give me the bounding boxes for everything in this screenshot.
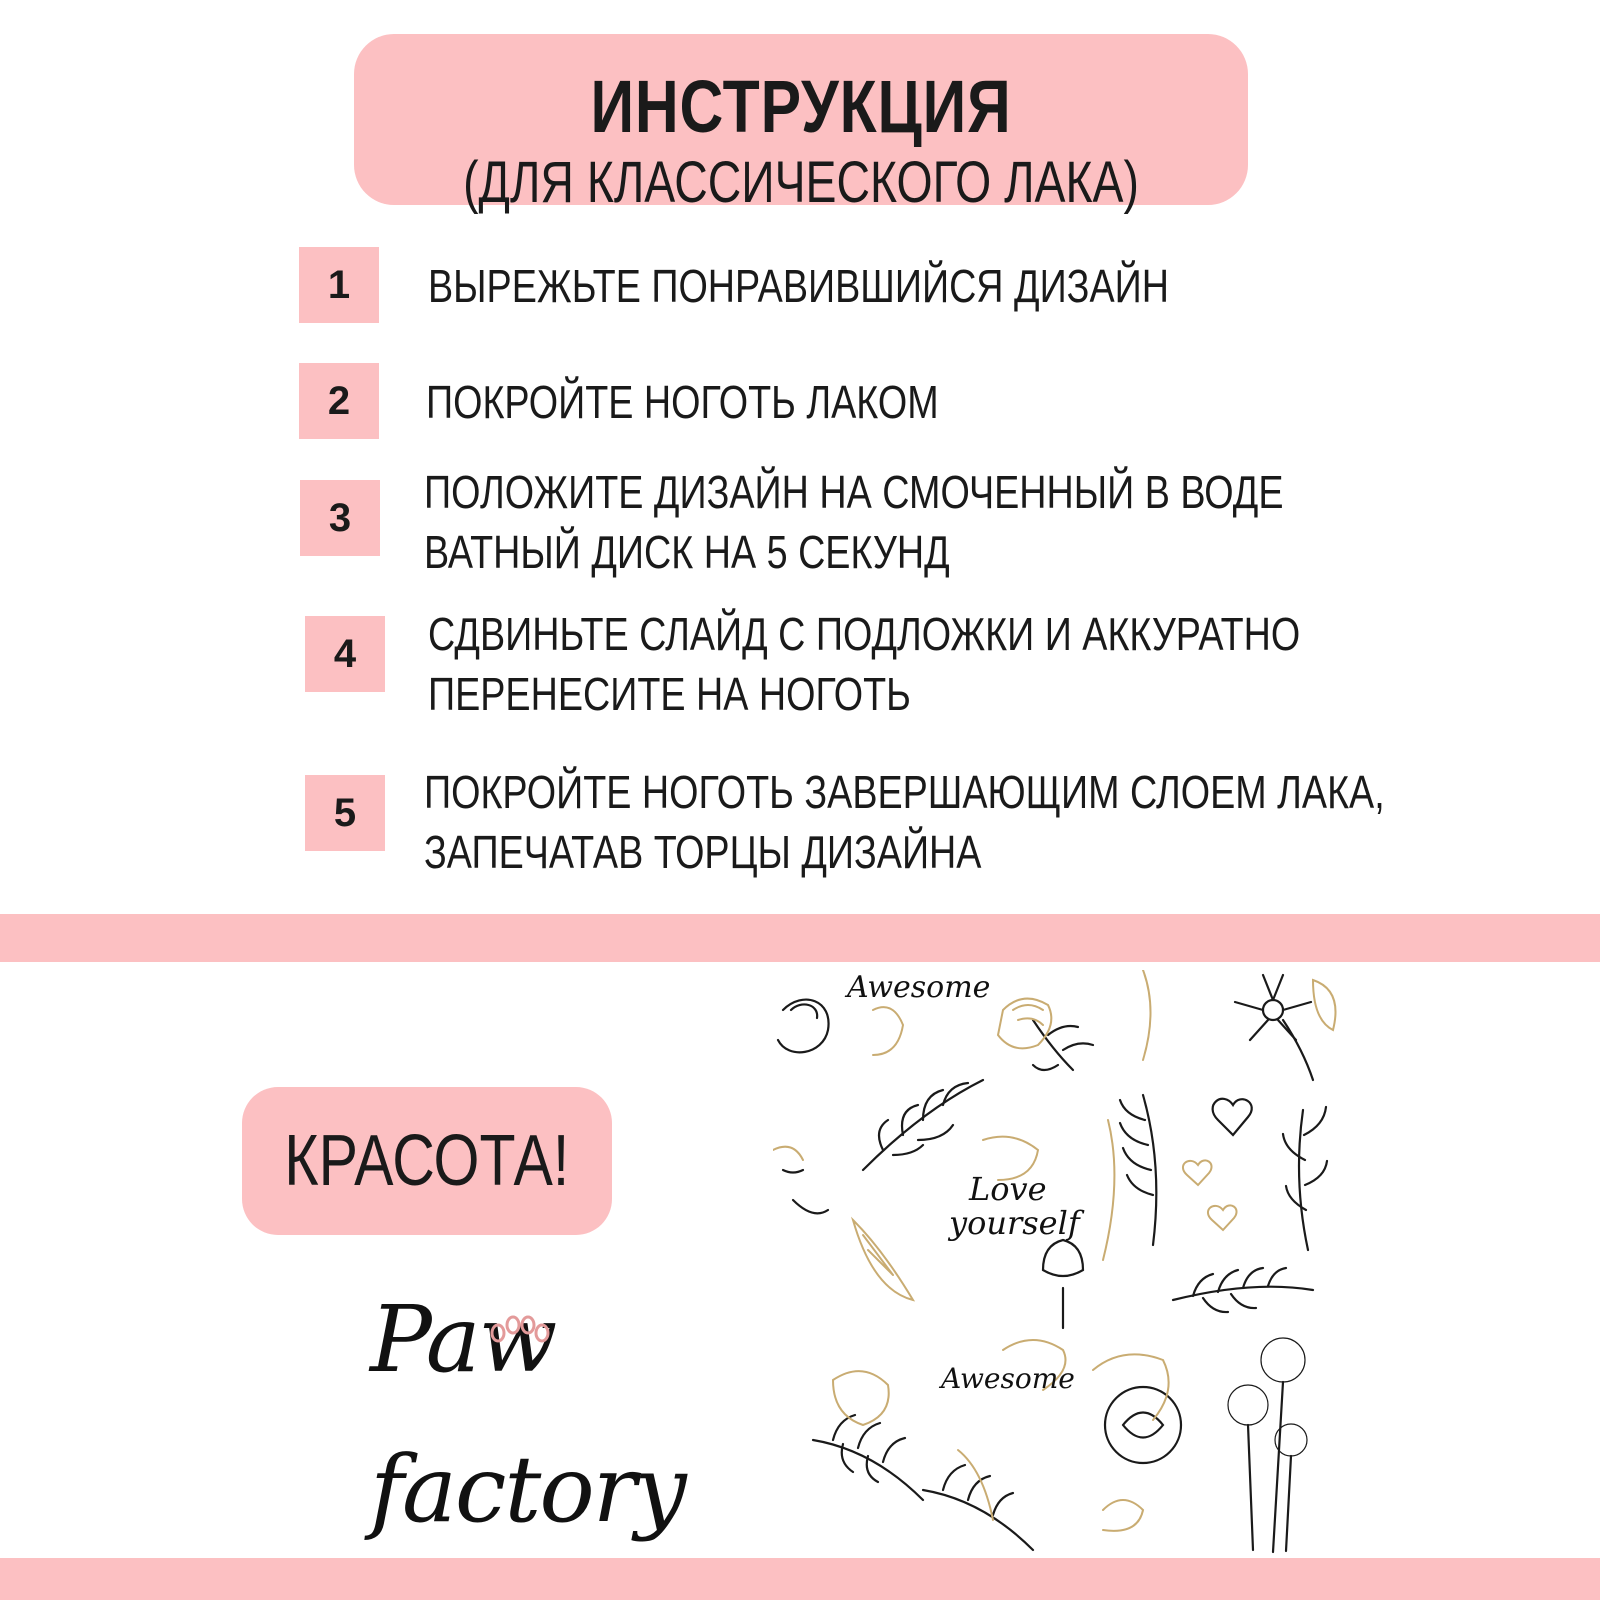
result-badge xyxy=(242,1087,612,1235)
brand-logo xyxy=(370,1265,740,1543)
step-4-line-2: ПЕРЕНЕСИТЕ НА НОГОТЬ xyxy=(428,668,911,720)
nail-design-illustration xyxy=(773,970,1368,1558)
step-1-line-1: ВЫРЕЖЬТЕ ПОНРАВИВШИЙСЯ ДИЗАЙН xyxy=(428,260,1169,312)
step-1-text xyxy=(428,256,1169,316)
step-2-text xyxy=(426,372,939,432)
step-4-line-1: СДВИНЬТЕ СЛАЙД С ПОДЛОЖКИ И АККУРАТНО xyxy=(428,608,1301,660)
step-4-number: 4 xyxy=(305,616,385,692)
result-label: КРАСОТА! xyxy=(284,1121,570,1201)
step-3-line-1: ПОЛОЖИТЕ ДИЗАЙН НА СМОЧЕННЫЙ В ВОДЕ xyxy=(424,466,1284,518)
step-1-number: 1 xyxy=(299,247,379,323)
step-3-line-2: ВАТНЫЙ ДИСК НА 5 СЕКУНД xyxy=(424,526,950,578)
sticker-word-awesome-top: Awesome xyxy=(847,970,991,1005)
step-2-number: 2 xyxy=(299,363,379,439)
floral-pattern-graphic xyxy=(773,970,1368,1558)
step-5-line-2: ЗАПЕЧАТАВ ТОРЦЫ ДИЗАЙНА xyxy=(424,826,982,878)
step-2-line-1: ПОКРОЙТЕ НОГОТЬ ЛАКОМ xyxy=(426,376,939,428)
sticker-word-yourself: yourself xyxy=(949,1204,1080,1242)
sticker-word-awesome-bottom: Awesome xyxy=(941,1362,1075,1395)
step-5-number: 5 xyxy=(305,775,385,851)
page-title: ИНСТРУКЦИЯ xyxy=(590,65,1012,148)
paw-icon xyxy=(370,1265,740,1445)
step-5-text xyxy=(424,762,1385,882)
step-5-line-1: ПОКРОЙТЕ НОГОТЬ ЗАВЕРШАЮЩИМ СЛОЕМ ЛАКА, xyxy=(424,766,1385,818)
step-4-text xyxy=(428,604,1300,724)
step-3-text xyxy=(424,462,1284,582)
page-subtitle: (ДЛЯ КЛАССИЧЕСКОГО ЛАКА) xyxy=(463,150,1139,215)
step-3-number: 3 xyxy=(300,480,380,556)
divider-band xyxy=(0,914,1600,962)
bottom-band xyxy=(0,1558,1600,1600)
brand-logo-text: Paw factory xyxy=(370,1286,685,1543)
title-banner xyxy=(354,34,1248,215)
sticker-word-love: Love xyxy=(969,1170,1047,1208)
